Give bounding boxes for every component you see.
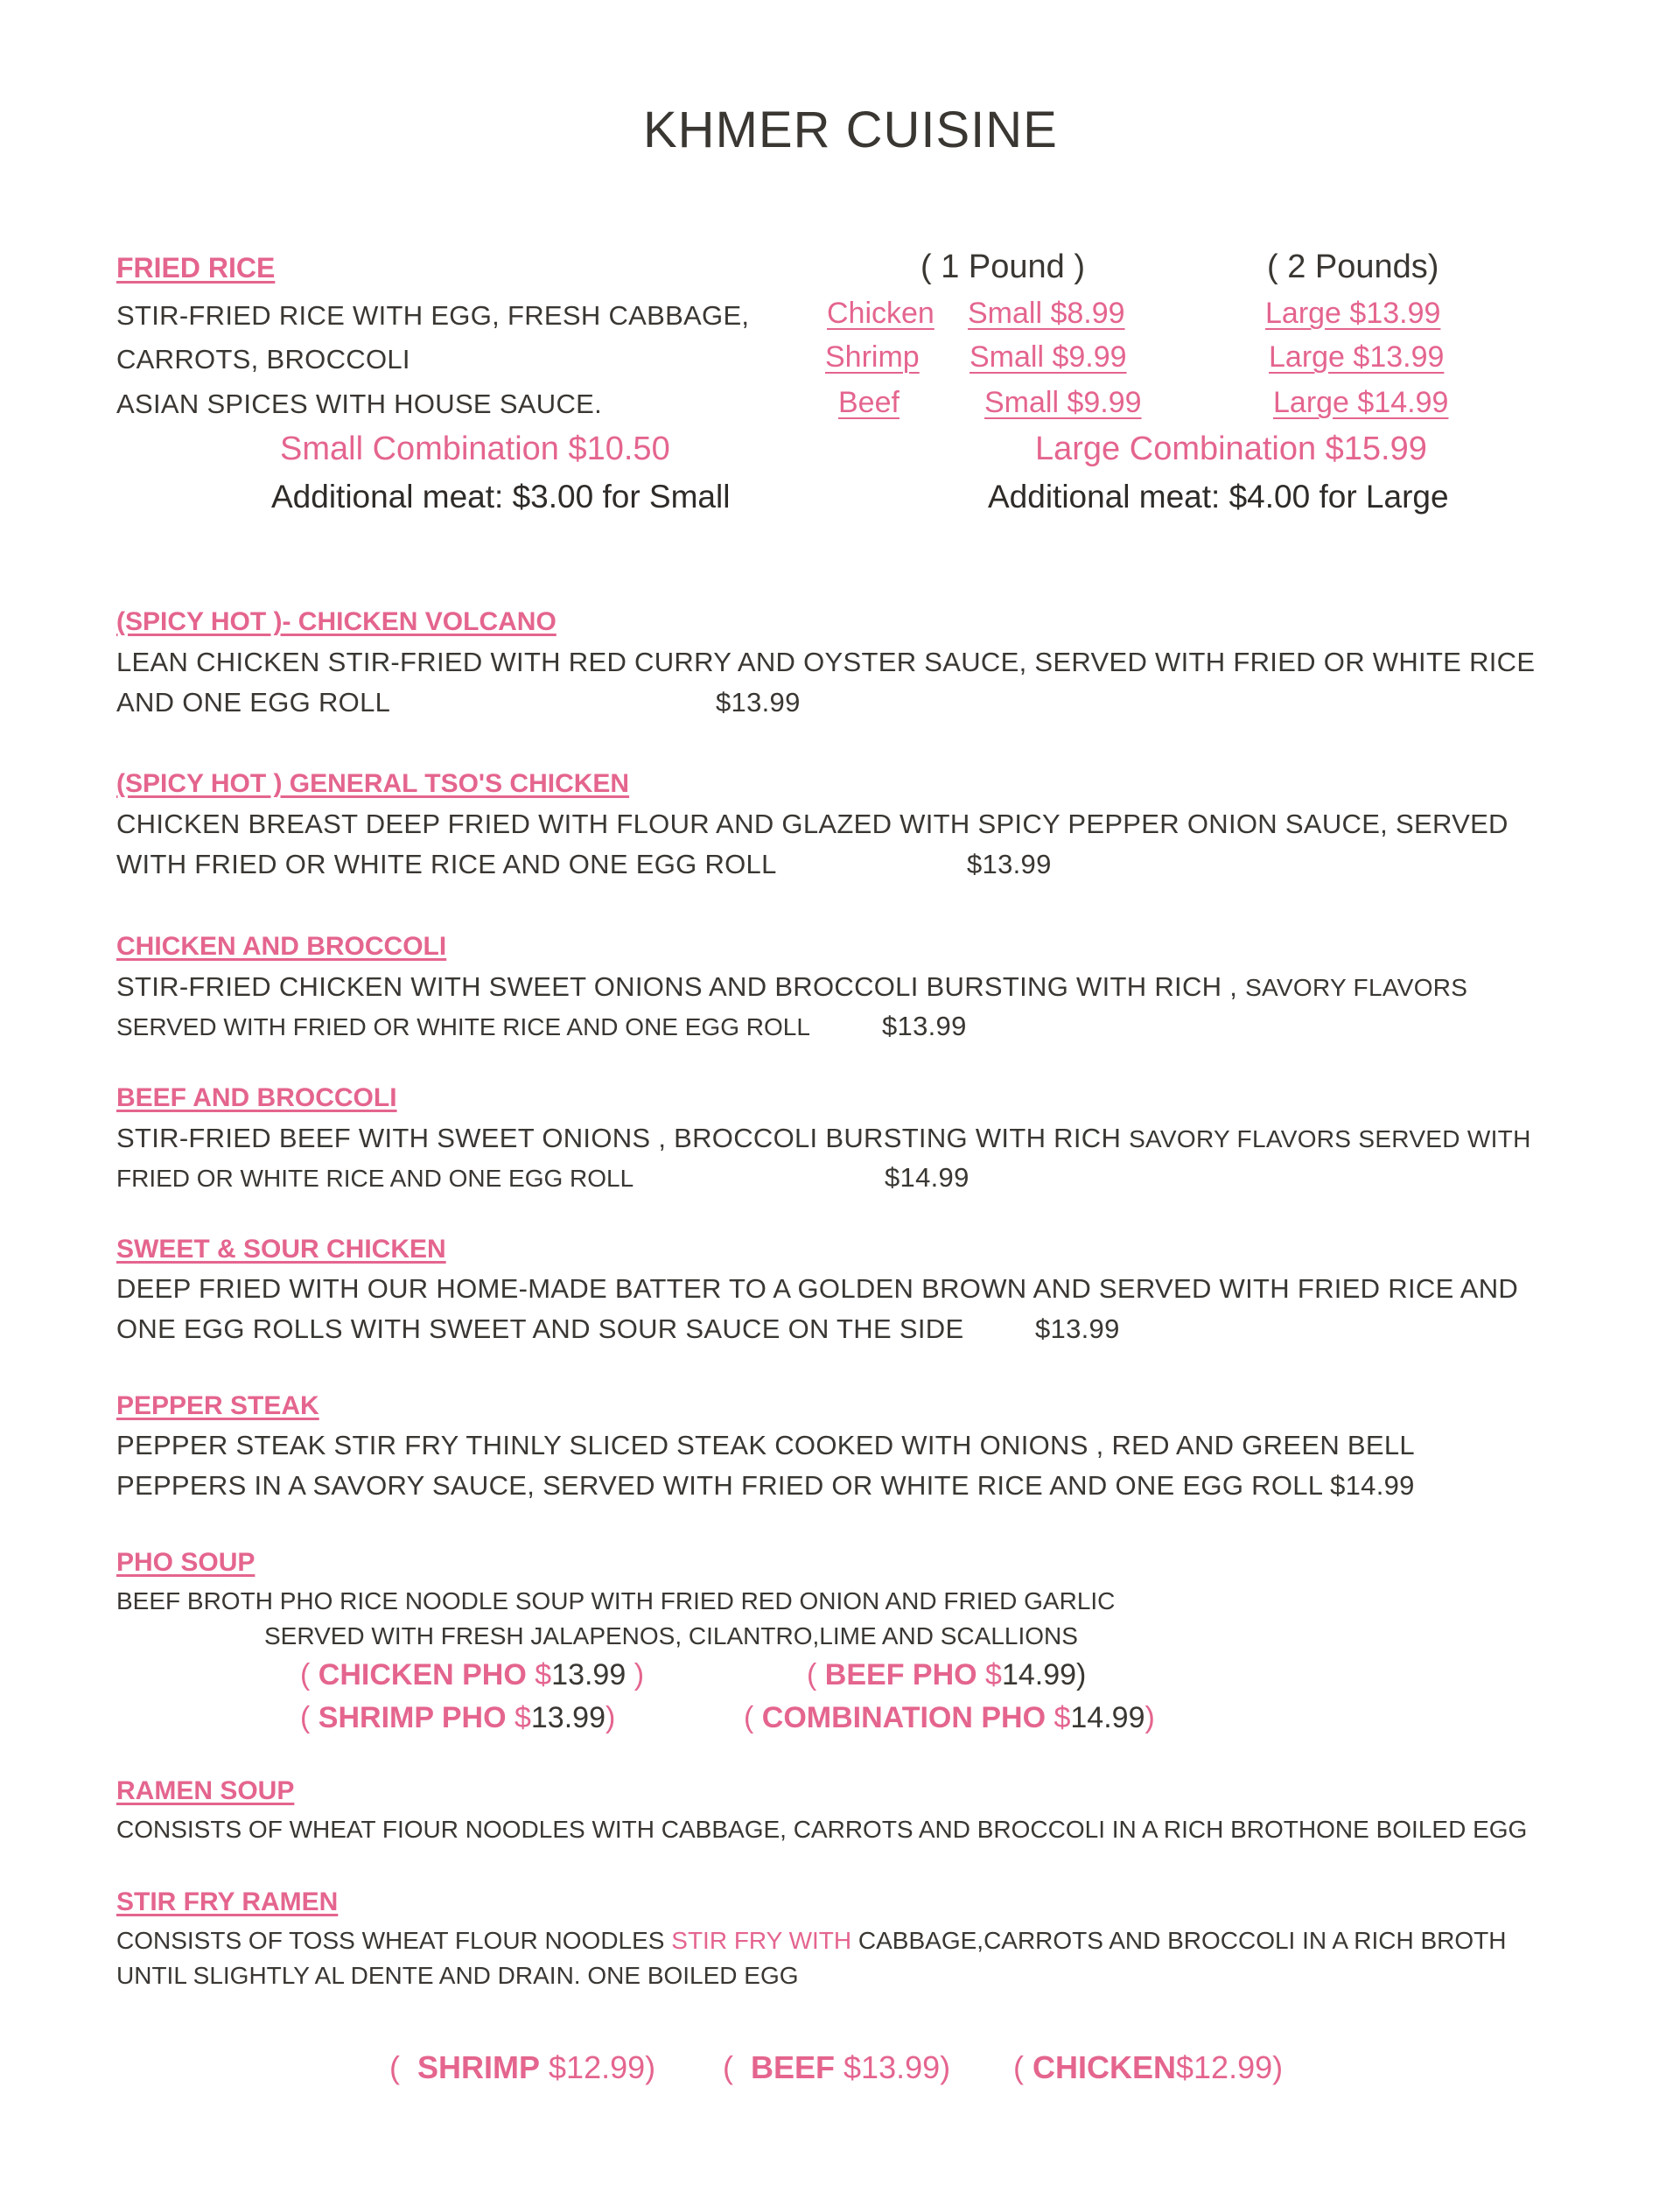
section-heading-general-tso: (SPICY HOT ) GENERAL TSO'S CHICKEN xyxy=(116,769,630,798)
stir-fry-ramen-desc-2: UNTIL SLIGHTLY AL DENTE AND DRAIN. ONE BOILED EGG xyxy=(116,1962,799,1989)
fried-rice-shrimp-large: Large $13.99 xyxy=(1269,340,1445,374)
section-heading-chicken-volcano: (SPICY HOT )- CHICKEN VOLCANO xyxy=(116,607,556,636)
large-combination-price: Large Combination $15.99 xyxy=(1035,431,1427,467)
fried-rice-beef-large: Large $14.99 xyxy=(1273,386,1449,419)
fried-rice-desc-3: ASIAN SPICES WITH HOUSE SAUCE. xyxy=(116,389,603,419)
fried-rice-shrimp-meat: Shrimp xyxy=(825,340,920,374)
section-heading-fried-rice: FRIED RICE xyxy=(116,252,276,284)
fried-rice-chicken-large: Large $13.99 xyxy=(1265,297,1441,330)
fried-rice-chicken-small: Small $8.99 xyxy=(968,297,1125,330)
stir-fry-ramen-option-shrimp: ( SHRIMP $12.99) xyxy=(389,2049,656,2085)
sweet-sour-price: $13.99 xyxy=(1035,1313,1120,1344)
pho-option-shrimp: ( SHRIMP PHO $13.99) xyxy=(300,1701,616,1734)
additional-meat-small: Additional meat: $3.00 for Small xyxy=(271,479,731,515)
stir-fry-ramen-desc-1: CONSISTS OF TOSS WHEAT FLOUR NOODLES STIR FRY WITH CABBAGE,CARROTS AND BROCCOLI IN A RICH BROTH xyxy=(116,1927,1507,1954)
fried-rice-beef-small: Small $9.99 xyxy=(984,386,1142,419)
section-heading-stir-fry-ramen: STIR FRY RAMEN xyxy=(116,1887,339,1916)
pho-desc-1: BEEF BROTH PHO RICE NOODLE SOUP WITH FRIED RED ONION AND FRIED GARLIC xyxy=(116,1587,1116,1614)
column-header-1-pound: ( 1 Pound ) xyxy=(920,249,1085,285)
section-heading-ramen-soup: RAMEN SOUP xyxy=(116,1776,295,1805)
pho-option-chicken: ( CHICKEN PHO $13.99 ) xyxy=(300,1658,645,1691)
additional-meat-large: Additional meat: $4.00 for Large xyxy=(988,479,1449,515)
chicken-volcano-desc-1: LEAN CHICKEN STIR-FRIED WITH RED CURRY AND OYSTER SAUCE, SERVED WITH FRIED OR WHITE RICE xyxy=(116,647,1536,677)
chicken-volcano-desc-2: AND ONE EGG ROLL xyxy=(116,687,391,718)
chicken-broccoli-desc-2: SERVED WITH FRIED OR WHITE RICE AND ONE EGG ROLL xyxy=(116,1013,810,1040)
beef-broccoli-price: $14.99 xyxy=(885,1162,970,1193)
ramen-desc: CONSISTS OF WHEAT FIOUR NOODLES WITH CABBAGE, CARROTS AND BROCCOLI IN A RICH BROTHONE BOILED EGG xyxy=(116,1816,1528,1843)
pho-option-beef: ( BEEF PHO $14.99) xyxy=(807,1658,1087,1691)
fried-rice-beef-meat: Beef xyxy=(838,386,900,419)
page-title: KHMER CUISINE xyxy=(643,102,1058,158)
section-heading-pho-soup: PHO SOUP xyxy=(116,1548,256,1577)
column-header-2-pounds: ( 2 Pounds) xyxy=(1267,249,1439,285)
general-tso-desc-1: CHICKEN BREAST DEEP FRIED WITH FLOUR AND GLAZED WITH SPICY PEPPER ONION SAUCE, SERVED xyxy=(116,809,1508,839)
beef-broccoli-desc-2: FRIED OR WHITE RICE AND ONE EGG ROLL xyxy=(116,1165,634,1192)
section-heading-pepper-steak: PEPPER STEAK xyxy=(116,1391,319,1420)
chicken-broccoli-price: $13.99 xyxy=(882,1011,967,1041)
stir-fry-ramen-option-chicken: ( CHICKEN$12.99) xyxy=(1013,2049,1284,2085)
fried-rice-desc-1: STIR-FRIED RICE WITH EGG, FRESH CABBAGE, xyxy=(116,300,750,331)
sweet-sour-desc-2: ONE EGG ROLLS WITH SWEET AND SOUR SAUCE ON THE SIDE xyxy=(116,1313,964,1344)
stir-fry-ramen-option-beef: ( BEEF $13.99) xyxy=(723,2049,951,2085)
section-heading-chicken-broccoli: CHICKEN AND BROCCOLI xyxy=(116,932,447,961)
chicken-broccoli-desc-1: STIR-FRIED CHICKEN WITH SWEET ONIONS AND BROCCOLI BURSTING WITH RICH , SAVORY FLAVORS xyxy=(116,971,1468,1002)
beef-broccoli-desc-1: STIR-FRIED BEEF WITH SWEET ONIONS , BROCCOLI BURSTING WITH RICH SAVORY FLAVORS SERVED WITH xyxy=(116,1123,1531,1153)
general-tso-price: $13.99 xyxy=(967,849,1052,879)
fried-rice-shrimp-small: Small $9.99 xyxy=(970,340,1127,374)
general-tso-desc-2: WITH FRIED OR WHITE RICE AND ONE EGG ROLL xyxy=(116,849,777,879)
small-combination-price: Small Combination $10.50 xyxy=(280,431,670,467)
chicken-volcano-price: $13.99 xyxy=(716,687,801,718)
section-heading-beef-broccoli: BEEF AND BROCCOLI xyxy=(116,1083,397,1112)
pepper-steak-desc-2: PEPPERS IN A SAVORY SAUCE, SERVED WITH FRIED OR WHITE RICE AND ONE EGG ROLL $14.99 xyxy=(116,1470,1415,1501)
section-heading-sweet-sour-chicken: SWEET & SOUR CHICKEN xyxy=(116,1235,446,1264)
pepper-steak-desc-1: PEPPER STEAK STIR FRY THINLY SLICED STEAK COOKED WITH ONIONS , RED AND GREEN BELL xyxy=(116,1430,1415,1460)
fried-rice-desc-2: CARROTS, BROCCOLI xyxy=(116,344,410,375)
pho-desc-2: SERVED WITH FRESH JALAPENOS, CILANTRO,LIME AND SCALLIONS xyxy=(264,1622,1078,1649)
sweet-sour-desc-1: DEEP FRIED WITH OUR HOME-MADE BATTER TO A GOLDEN BROWN AND SERVED WITH FRIED RICE AND xyxy=(116,1273,1519,1304)
fried-rice-chicken-meat: Chicken xyxy=(827,297,934,330)
pho-option-combination: ( COMBINATION PHO $14.99) xyxy=(744,1701,1155,1734)
